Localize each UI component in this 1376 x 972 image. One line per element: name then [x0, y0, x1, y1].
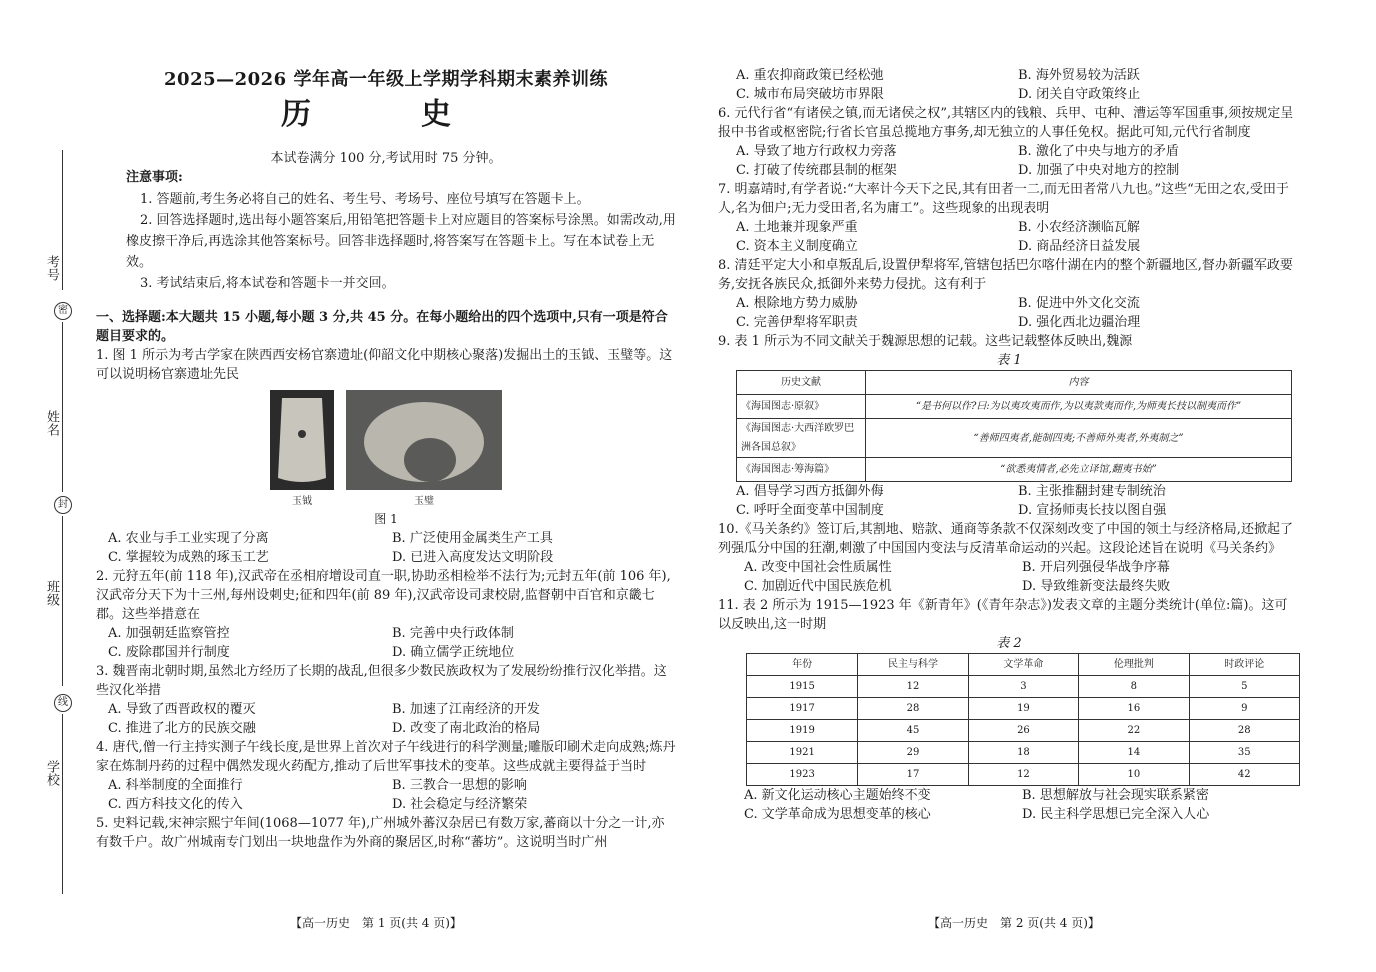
table-row: [737, 458, 1292, 482]
option-a: A. 导致了西晋政权的覆灭: [108, 702, 256, 717]
question-2: [96, 567, 676, 662]
table-cell: 1921: [747, 742, 858, 764]
table-cell: 16: [1079, 698, 1189, 720]
seal-xian: 线: [54, 694, 72, 712]
table-cell: 29: [858, 742, 968, 764]
option-a: A. 导致了地方行政权力旁落: [736, 144, 897, 159]
table-cell: 19: [968, 698, 1078, 720]
option-a: A. 加强朝廷监察管控: [108, 626, 230, 641]
notice-item: 1. 答题前,考生务必将自己的姓名、考生号、考场号、座位号填写在答题卡上。: [140, 192, 590, 207]
binding-line: [62, 322, 63, 492]
footer-page-1: 【高一历史 第 1 页(共 4 页)】: [290, 916, 462, 930]
table-1: [736, 370, 1292, 482]
option-a: A. 农业与手工业实现了分离: [108, 531, 269, 546]
table-cell: 《海国图志·筹海篇》: [737, 458, 866, 482]
table-cell: 5: [1189, 676, 1299, 698]
option-c: C. 完善伊犁将军职责: [736, 315, 858, 330]
option-b: B. 加速了江南经济的开发: [392, 702, 540, 717]
question-11: [718, 596, 1300, 824]
table-cell: 22: [1079, 720, 1189, 742]
table-cell: 《海国图志·原叙》: [737, 395, 866, 419]
options: [718, 142, 1300, 180]
question-stem: 6. 元代行省“有诸侯之镇,而无诸侯之权”,其辖区内的钱粮、兵甲、屯种、漕运等军国重事,须按规定呈报中书省或枢密院;行省长官虽总揽地方事务,却无独立的人事任免权。据此可知,元代行省制度: [718, 106, 1294, 140]
table-row: [747, 720, 1300, 742]
question-stem: 3. 魏晋南北朝时期,虽然北方经历了长期的战乱,但很多少数民族政权为了发展纷纷推行汉化举措。这些汉化举措: [96, 664, 667, 698]
option-b: B. 主张推翻封建专制统治: [1018, 484, 1166, 499]
option-d: D. 商品经济日益发展: [1018, 239, 1141, 254]
option-d: D. 改变了南北政治的格局: [392, 721, 541, 736]
page-2: [718, 66, 1300, 824]
option-b: B. 开启列强侵华战争序幕: [1022, 560, 1170, 575]
table-row: [747, 676, 1300, 698]
option-b: B. 三教合一思想的影响: [392, 778, 527, 793]
table-title: 表 1: [996, 353, 1022, 368]
option-d: D. 民主科学思想已完全深入人心: [1022, 807, 1210, 822]
option-d: D. 闭关自守政策终止: [1018, 87, 1141, 102]
options: [96, 529, 676, 567]
option-c: C. 西方科技文化的传入: [108, 797, 243, 812]
table-cell: 3: [968, 676, 1078, 698]
table-header: 民主与科学: [858, 654, 968, 676]
page-1: [96, 70, 676, 852]
notice-item: 3. 考试结束后,将本试卷和答题卡一并交回。: [140, 276, 395, 291]
exam-title: 2025—2026 学年高一年级上学期学科期末素养训练: [164, 69, 608, 90]
table-cell: 14: [1079, 742, 1189, 764]
question-stem: 4. 唐代,僧一行主持实测子午线长度,是世界上首次对子午线进行的科学测量;雕版印刷术走向成熟;炼丹家在炼制丹药的过程中偶然发现火药配方,推动了后世军事技术的变革。这些成就主要得益于当时: [96, 740, 676, 774]
table-header: 历史文献: [737, 371, 866, 395]
subject-title: 历 史: [281, 97, 491, 132]
option-b: B. 广泛使用金属类生产工具: [392, 531, 553, 546]
option-b: B. 海外贸易较为活跃: [1018, 68, 1140, 83]
question-1: [96, 346, 676, 567]
option-d: D. 导致维新变法最终失败: [1022, 579, 1171, 594]
figure-label: 玉钺: [292, 496, 312, 507]
table-row: [747, 764, 1300, 786]
option-c: C. 推进了北方的民族交融: [108, 721, 256, 736]
table-cell: 28: [858, 698, 968, 720]
table-cell: 42: [1189, 764, 1299, 786]
option-c: C. 城市布局突破坊市界限: [736, 87, 884, 102]
binding-line: [62, 150, 63, 290]
option-a: A. 科举制度的全面推行: [108, 778, 243, 793]
table-row: [737, 395, 1292, 419]
table-cell: 26: [968, 720, 1078, 742]
question-5: [96, 814, 676, 852]
question-6: [718, 104, 1300, 180]
question-9: [718, 332, 1300, 520]
notice-heading: 注意事项:: [126, 170, 183, 185]
binding-line: [62, 516, 63, 686]
label-kaohao: 考号: [44, 255, 59, 281]
notice-item: 2. 回答选择题时,选出每小题答案后,用铅笔把答题卡上对应题目的答案标号涂黑。如需改动,用橡皮擦干净后,再选涂其他答案标号。回答非选择题时,将答案写在答题卡上。写在本试卷上无效。: [126, 213, 676, 270]
option-b: B. 完善中央行政体制: [392, 626, 514, 641]
question-stem: 8. 清廷平定大小和卓叛乱后,设置伊犁将军,管辖包括巴尔喀什湖在内的整个新疆地区,督办新疆军政要务,安抚各族民众,抵御外来势力侵扰。这有利于: [718, 258, 1293, 292]
jade-yue-image: [270, 390, 334, 490]
option-a: A. 新文化运动核心主题始终不变: [744, 788, 931, 803]
option-c: C. 废除郡国并行制度: [108, 645, 230, 660]
table-row: [747, 698, 1300, 720]
q5-options: [718, 66, 1300, 104]
table-cell: 28: [1189, 720, 1299, 742]
options: [96, 624, 676, 662]
question-stem: 2. 元狩五年(前 118 年),汉武帝在丞相府增设司直一职,协助丞相检举不法行为;元封五年(前 106 年),汉武帝分天下为十三州,每州设刺史;征和四年(前 89 年),汉武帝设司隶校尉,监督朝中百官和京畿七郡。这些举措意在: [96, 569, 671, 622]
question-7: [718, 180, 1300, 256]
option-c: C. 资本主义制度确立: [736, 239, 858, 254]
binding-line: [62, 714, 63, 894]
question-stem: 9. 表 1 所示为不同文献关于魏源思想的记载。这些记载整体反映出,魏源: [718, 334, 1133, 349]
table-header: 年份: [747, 654, 858, 676]
label-xuexiao: 学校: [44, 760, 59, 786]
option-c: C. 打破了传统郡县制的框架: [736, 163, 897, 178]
table-header: 时政评论: [1189, 654, 1299, 676]
table-cell: 8: [1079, 676, 1189, 698]
footer-page-2: 【高一历史 第 2 页(共 4 页)】: [928, 916, 1100, 930]
table-cell: 《海国图志·大西洋欧罗巴洲各国总叙》: [737, 419, 866, 458]
table-row: [737, 419, 1292, 458]
options: [718, 294, 1300, 332]
question-stem: 5. 史料记载,宋神宗熙宁年间(1068—1077 年),广州城外蕃汉杂居已有数万家,蕃商以十分之一计,亦有数千户。故广州城南专门划出一块地盘作为外商的聚居区,时称“蕃坊”。这说明当时广州: [96, 816, 665, 850]
option-c: C. 掌握较为成熟的琢玉工艺: [108, 550, 269, 565]
table-header: 文学革命: [968, 654, 1078, 676]
figure-1: [96, 390, 676, 508]
options: [718, 558, 1300, 596]
options: [96, 700, 676, 738]
table-cell: “善师四夷者,能制四夷;不善师外夷者,外夷制之”: [866, 419, 1292, 458]
option-b: B. 激化了中央与地方的矛盾: [1018, 144, 1179, 159]
table-header: 内容: [866, 371, 1292, 395]
option-a: A. 改变中国社会性质属性: [744, 560, 892, 575]
options: [718, 482, 1300, 520]
seal-feng: 封: [54, 496, 72, 514]
option-d: D. 已进入高度发达文明阶段: [392, 550, 554, 565]
question-3: [96, 662, 676, 738]
option-d: D. 确立儒学正统地位: [392, 645, 515, 660]
table-cell: 1917: [747, 698, 858, 720]
option-c: C. 加剧近代中国民族危机: [744, 579, 892, 594]
table-cell: 12: [858, 676, 968, 698]
table-cell: 1919: [747, 720, 858, 742]
question-stem: 11. 表 2 所示为 1915—1923 年《新青年》(《青年杂志》)发表文章的主题分类统计(单位:篇)。这可以反映出,这一时期: [718, 598, 1288, 632]
question-stem: 10.《马关条约》签订后,其割地、赔款、通商等条款不仅深刻改变了中国的领土与经济格局,还掀起了列强瓜分中国的狂潮,刺激了中国国内变法与反清革命运动的兴起。这段论述旨在说明《马关条约》: [718, 522, 1293, 556]
table-cell: 10: [1079, 764, 1189, 786]
table-row: [747, 742, 1300, 764]
table-header: 伦理批判: [1079, 654, 1189, 676]
table-cell: 12: [968, 764, 1078, 786]
figure-caption: 图 1: [374, 512, 398, 526]
option-a: A. 倡导学习西方抵御外侮: [736, 484, 884, 499]
table-2: [746, 653, 1300, 786]
options: [718, 218, 1300, 256]
table-cell: “欲悉夷情者,必先立译馆,翻夷书始”: [866, 458, 1292, 482]
question-4: [96, 738, 676, 814]
option-a: A. 土地兼并现象严重: [736, 220, 858, 235]
table-cell: 1923: [747, 764, 858, 786]
option-c: C. 文学革命成为思想变革的核心: [744, 807, 931, 822]
table-cell: 18: [968, 742, 1078, 764]
option-c: C. 呼吁全面变革中国制度: [736, 503, 884, 518]
question-8: [718, 256, 1300, 332]
label-xingming: 姓名: [44, 410, 59, 436]
option-b: B. 思想解放与社会现实联系紧密: [1022, 788, 1209, 803]
option-b: B. 小农经济濒临瓦解: [1018, 220, 1140, 235]
table-header-row: [737, 371, 1292, 395]
table-cell: 35: [1189, 742, 1299, 764]
option-d: D. 加强了中央对地方的控制: [1018, 163, 1180, 178]
seal-mi: 密: [54, 302, 72, 320]
table-header-row: [747, 654, 1300, 676]
jade-bi-image: [346, 390, 502, 490]
table-cell: “是书何以作?曰:为以夷攻夷而作,为以夷款夷而作,为师夷长技以制夷而作”: [866, 395, 1292, 419]
option-a: A. 重农抑商政策已经松弛: [736, 68, 884, 83]
table-cell: 45: [858, 720, 968, 742]
section-heading: 一、选择题:本大题共 15 小题,每小题 3 分,共 45 分。在每小题给出的四个选项中,只有一项是符合题目要求的。: [96, 310, 668, 344]
figure-label: 玉璧: [414, 496, 434, 507]
options: [718, 786, 1300, 824]
question-10: [718, 520, 1300, 596]
table-cell: 9: [1189, 698, 1299, 720]
question-stem: 7. 明嘉靖时,有学者说:“大率计今天下之民,其有田者一二,而无田者常八九也。”这些“无田之农,受田于人,名为佃户;无力受田者,名为庸工”。这些现象的出现表明: [718, 182, 1289, 216]
binding-margin: [14, 150, 84, 910]
option-d: D. 宣扬师夷长技以图自强: [1018, 503, 1167, 518]
option-b: B. 促进中外文化交流: [1018, 296, 1140, 311]
question-stem: 1. 图 1 所示为考古学家在陕西西安杨官寨遗址(仰韶文化中期核心聚落)发掘出土的玉钺、玉璧等。这可以说明杨官寨遗址先民: [96, 348, 673, 382]
table-cell: 17: [858, 764, 968, 786]
option-d: D. 社会稳定与经济繁荣: [392, 797, 528, 812]
option-d: D. 强化西北边疆治理: [1018, 315, 1141, 330]
score-line: 本试卷满分 100 分,考试用时 75 分钟。: [270, 151, 502, 166]
label-banji: 班级: [44, 580, 59, 606]
table-cell: 1915: [747, 676, 858, 698]
table-title: 表 2: [996, 636, 1022, 651]
option-a: A. 根除地方势力威胁: [736, 296, 858, 311]
options: [96, 776, 676, 814]
